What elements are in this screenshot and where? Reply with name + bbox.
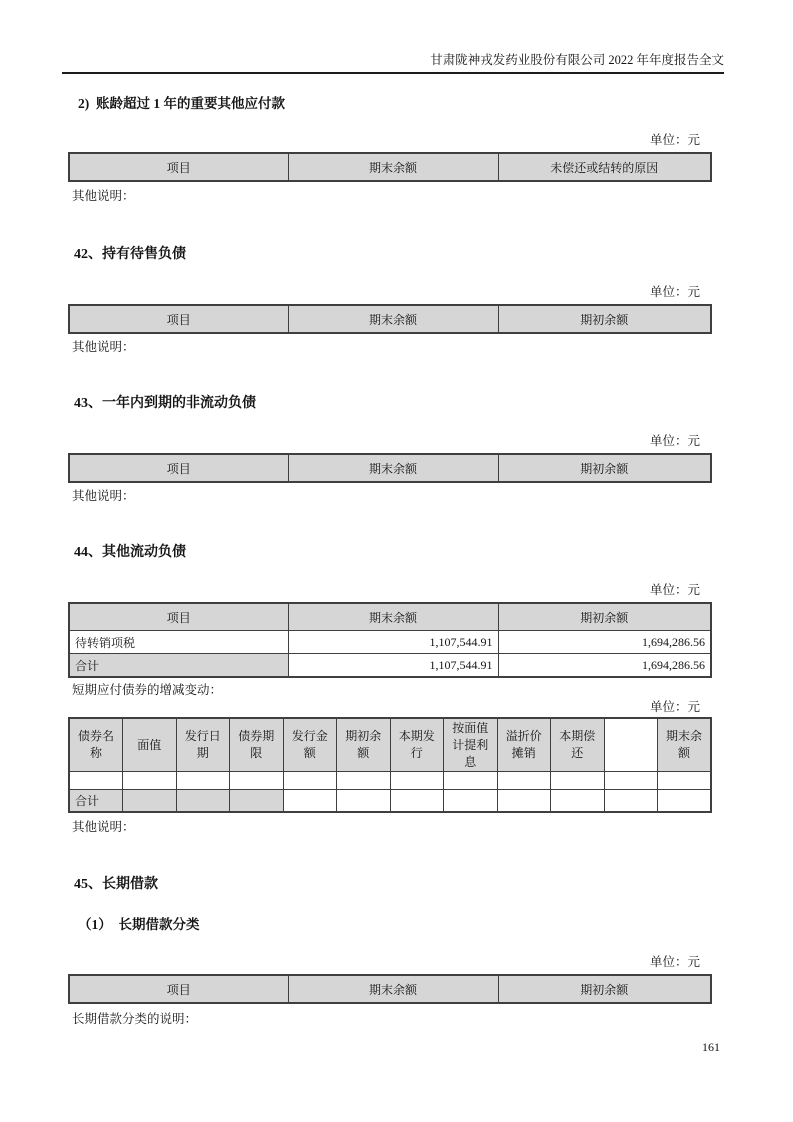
column-header-bond-name: 债券名称: [69, 718, 123, 772]
cell-item: 待转销项税: [69, 631, 288, 654]
bond-movement-label: 短期应付债券的增减变动：: [72, 683, 223, 697]
cell-opening-balance: 1,694,286.56: [498, 654, 711, 678]
column-header-closing-balance: 期末余额: [288, 153, 498, 181]
column-header-opening-balance: 期初余额: [498, 603, 711, 631]
column-header-closing-balance: 期末余额: [658, 718, 712, 772]
table-header-row: [69, 153, 711, 181]
column-header-face-value: 面值: [123, 718, 177, 772]
column-header-bond-term: 债券期限: [230, 718, 284, 772]
other-notes-label: 其他说明：: [72, 340, 135, 354]
column-header-opening-balance: 期初余额: [337, 718, 391, 772]
column-header-premium-discount-amortization: 溢折价摊销: [497, 718, 551, 772]
column-header-opening-balance: 期初余额: [498, 454, 711, 482]
table-row-empty: [69, 772, 711, 790]
column-header-item: 项目: [69, 603, 288, 631]
cell-total-label: 合计: [69, 790, 123, 813]
cell-closing-balance: 1,107,544.91: [288, 654, 498, 678]
table-header-row: [69, 975, 711, 1003]
column-header-closing-balance: 期末余额: [288, 454, 498, 482]
table-header-row: [69, 305, 711, 333]
other-notes-label: 其他说明：: [72, 820, 135, 834]
column-header-interest-at-face-value: 按面值计提利息: [444, 718, 498, 772]
long-term-borrowings-note-label: 长期借款分类的说明：: [72, 1012, 198, 1026]
column-header-closing-balance: 期末余额: [288, 603, 498, 631]
report-header-title: 甘肃陇神戎发药业股份有限公司 2022 年年度报告全文: [430, 53, 724, 67]
cell-opening-balance: 1,694,286.56: [498, 631, 711, 654]
other-notes-label: 其他说明：: [72, 489, 135, 503]
column-header-opening-balance: 期初余额: [498, 975, 711, 1003]
aged-other-payables-table: [68, 152, 712, 182]
table-header-row: [69, 454, 711, 482]
column-header-reason: 未偿还或结转的原因: [498, 153, 711, 181]
column-header-repaid-current-period: 本期偿还: [551, 718, 605, 772]
other-notes-label: 其他说明：: [72, 189, 135, 203]
column-header-item: 项目: [69, 975, 288, 1003]
column-header-issue-amount: 发行金额: [283, 718, 337, 772]
page-content: [68, 96, 710, 1026]
section-2-heading: 2) 账龄超过 1 年的重要其他应付款: [78, 96, 285, 111]
held-for-sale-liabilities-table: [68, 304, 712, 334]
column-header-issued-current-period: 本期发行: [390, 718, 444, 772]
unit-label: 单位：元: [649, 133, 700, 147]
unit-label: 单位：元: [649, 583, 700, 597]
column-header-closing-balance: 期末余额: [288, 305, 498, 333]
page-header: [62, 0, 724, 74]
cell-closing-balance: 1,107,544.91: [288, 631, 498, 654]
unit-label: 单位：元: [649, 285, 700, 299]
column-header-item: 项目: [69, 454, 288, 482]
unit-label: 单位：元: [649, 434, 700, 448]
column-header-issue-date: 发行日期: [176, 718, 230, 772]
column-header-blank: [604, 718, 658, 772]
section-45-heading: 45、长期借款: [74, 877, 158, 892]
cell-total-label: 合计: [69, 654, 288, 678]
page-number: 161: [702, 1040, 720, 1054]
long-term-borrowings-table: [68, 974, 712, 1004]
non-current-liabilities-due-within-one-year-table: [68, 453, 712, 483]
section-42-heading: 42、持有待售负债: [74, 247, 186, 262]
section-43-heading: 43、一年内到期的非流动负债: [74, 396, 256, 411]
column-header-item: 项目: [69, 153, 288, 181]
column-header-item: 项目: [69, 305, 288, 333]
column-header-closing-balance: 期末余额: [288, 975, 498, 1003]
short-term-bonds-payable-table: [68, 717, 712, 813]
table-row-vat-to-be-transferred: [69, 631, 711, 654]
table-row-total: [69, 790, 711, 813]
table-row-total: [69, 654, 711, 678]
section-45-subheading: （1） 长期借款分类: [78, 917, 200, 932]
unit-label: 单位：元: [649, 700, 700, 714]
column-header-opening-balance: 期初余额: [498, 305, 711, 333]
unit-label: 单位：元: [649, 955, 700, 969]
table-header-row: [69, 718, 711, 772]
other-current-liabilities-table: [68, 602, 712, 678]
section-44-heading: 44、其他流动负债: [74, 545, 186, 560]
table-header-row: [69, 603, 711, 631]
